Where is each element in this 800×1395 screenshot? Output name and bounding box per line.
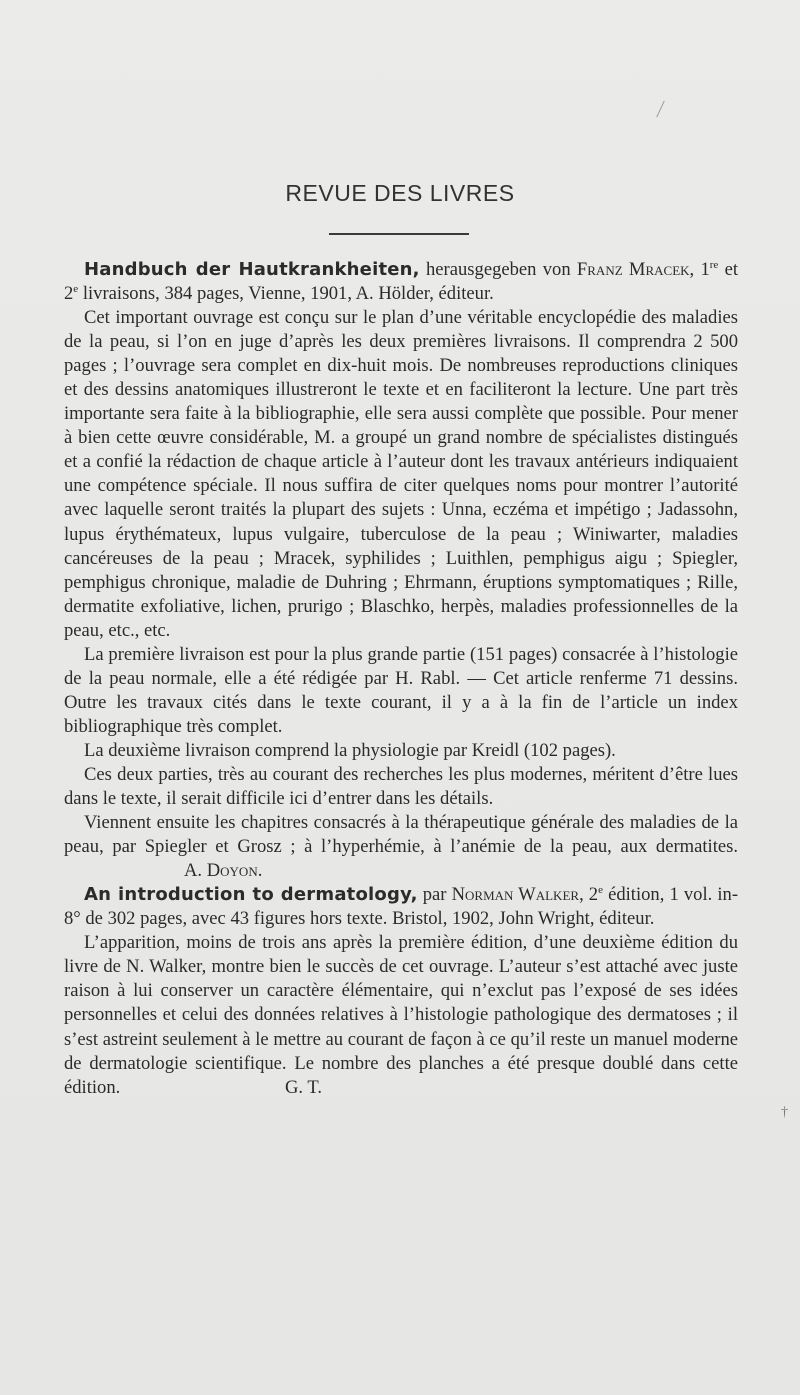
review-1-paragraph-5 (64, 811, 738, 883)
review-1-paragraph-2: La première livraison est pour la plus grande partie (151 pages) consacrée à l’histologie de la peau normale, elle a été rédigée par H. Rabl. — Cet article renferme 71 dessins. Outre les travaux cités dans le texte courant, il y a à la fin de l’article un index bibliographique très complet. (64, 643, 738, 737)
review-1-text-c: et 2 (64, 259, 739, 305)
review-2-text-b: , 2 (579, 884, 599, 906)
article-body (64, 258, 738, 1100)
review-1-text-b: , 1 (689, 259, 710, 280)
review-2-sup-1: e (598, 884, 603, 897)
review-2-paragraph-1 (64, 931, 738, 1099)
review-1-author: Franz Mracek (576, 259, 690, 280)
title-rule (329, 233, 469, 235)
review-1-publisher-text: herausgegeben von (419, 259, 577, 280)
review-1-sup-2: e (73, 282, 79, 295)
review-2-title: An introduction to dermatology, (84, 884, 418, 906)
review-1-signature: A. Doyon. (184, 860, 263, 882)
review-1-paragraph-4: Ces deux parties, très au courant des recherches les plus modernes, méritent d’être lues dans le texte, il serait difficile ici d’entrer dans les détails. (64, 763, 738, 810)
review-1-paragraph-5-text: Viennent ensuite les chapitres consacrés à la thérapeutique générale des maladies de la peau, par Spiegler et Grosz ; à l’hyperhémie, à l’anémie de la peau, aux dermatites. (64, 812, 738, 858)
review-1-paragraph-1: Cet important ouvrage est conçu sur le plan d’une véritable encyclopédie des maladies de la peau, si l’on en juge d’après les deux premières livraisons. Il comprendra 2 500 pages ; l’ouvrage sera complet en dix-huit mois. De nombreuses reproductions cliniques et des dessins anatomiques illustreront le texte et en faciliteront la lecture. Une part très importante sera faite à la bibliographie, elle sera aussi complète que possible. Pour mener à bien cette œuvre considérable, M. a groupé un grand nombre de spécialistes distingués et a confié la rédaction de chaque article à l’auteur dont les travaux antérieurs indiquaient une compétence spéciale. Il nous suffira de citer quelques noms pour montrer l’autorité avec laquelle seront traités la plupart des sujets : Unna, eczéma et impétigo ; Jadassohn, lupus érythémateux, lupus vulgaire, tuberculose de la peau ; Winiwarter, maladies cancéreuses de la peau ; Mracek, syphilides ; Luithlen, pemphigus aigu ; Spiegler, pemphigus chronique, maladie de Duhring ; Ehrmann, éruptions symptomatiques ; Rille, dermatite exfoliative, lichen, prurigo ; Blaschko, herpès, maladies professionnelles de la peau, etc., etc. (64, 307, 738, 641)
review-1-heading (64, 258, 738, 306)
review-2-heading (64, 883, 738, 931)
review-1-text-d: livraisons, 384 pages, Vienne, 1901, A. Hölder, éditeur. (78, 283, 494, 305)
paper-speck (656, 101, 665, 118)
section-title: REVUE DES LIVRES (285, 180, 515, 206)
review-1-title: Handbuch der Hautkrankheiten, (84, 259, 420, 280)
review-1-paragraph-3: La deuxième livraison comprend la physiologie par Kreidl (102 pages). (84, 739, 616, 761)
margin-mark-icon: † (781, 1105, 788, 1120)
review-2-paragraph-1-text: L’apparition, moins de trois ans après la première édition, d’une deuxième édition du livre de N. Walker, montre bien le succès de cet ouvrage. L’auteur s’est attaché avec juste raison à lui conserver un caractère élémentaire, qui n’exclut pas l’exposé de ses idées personnelles et celui des données relatives à l’histologie pathologique des dermatoses ; il s’est astreint seulement à le mettre au courant de façon à ce qu’il reste un manuel moderne de dermatologie scientifique. Le nombre des planches a été presque doublé dans cette édition. (64, 932, 738, 1098)
review-2-author: Norman Walker (451, 884, 580, 906)
review-2-text-c: édition, 1 vol. in-8° de 302 pages, avec 43 figures hors texte. Bristol, 1902, John Wright, éditeur. (64, 884, 739, 930)
review-2-text-a: par (417, 884, 452, 906)
review-2-signature: G. T. (284, 1076, 322, 1098)
review-1-sup-1: re (709, 258, 719, 271)
